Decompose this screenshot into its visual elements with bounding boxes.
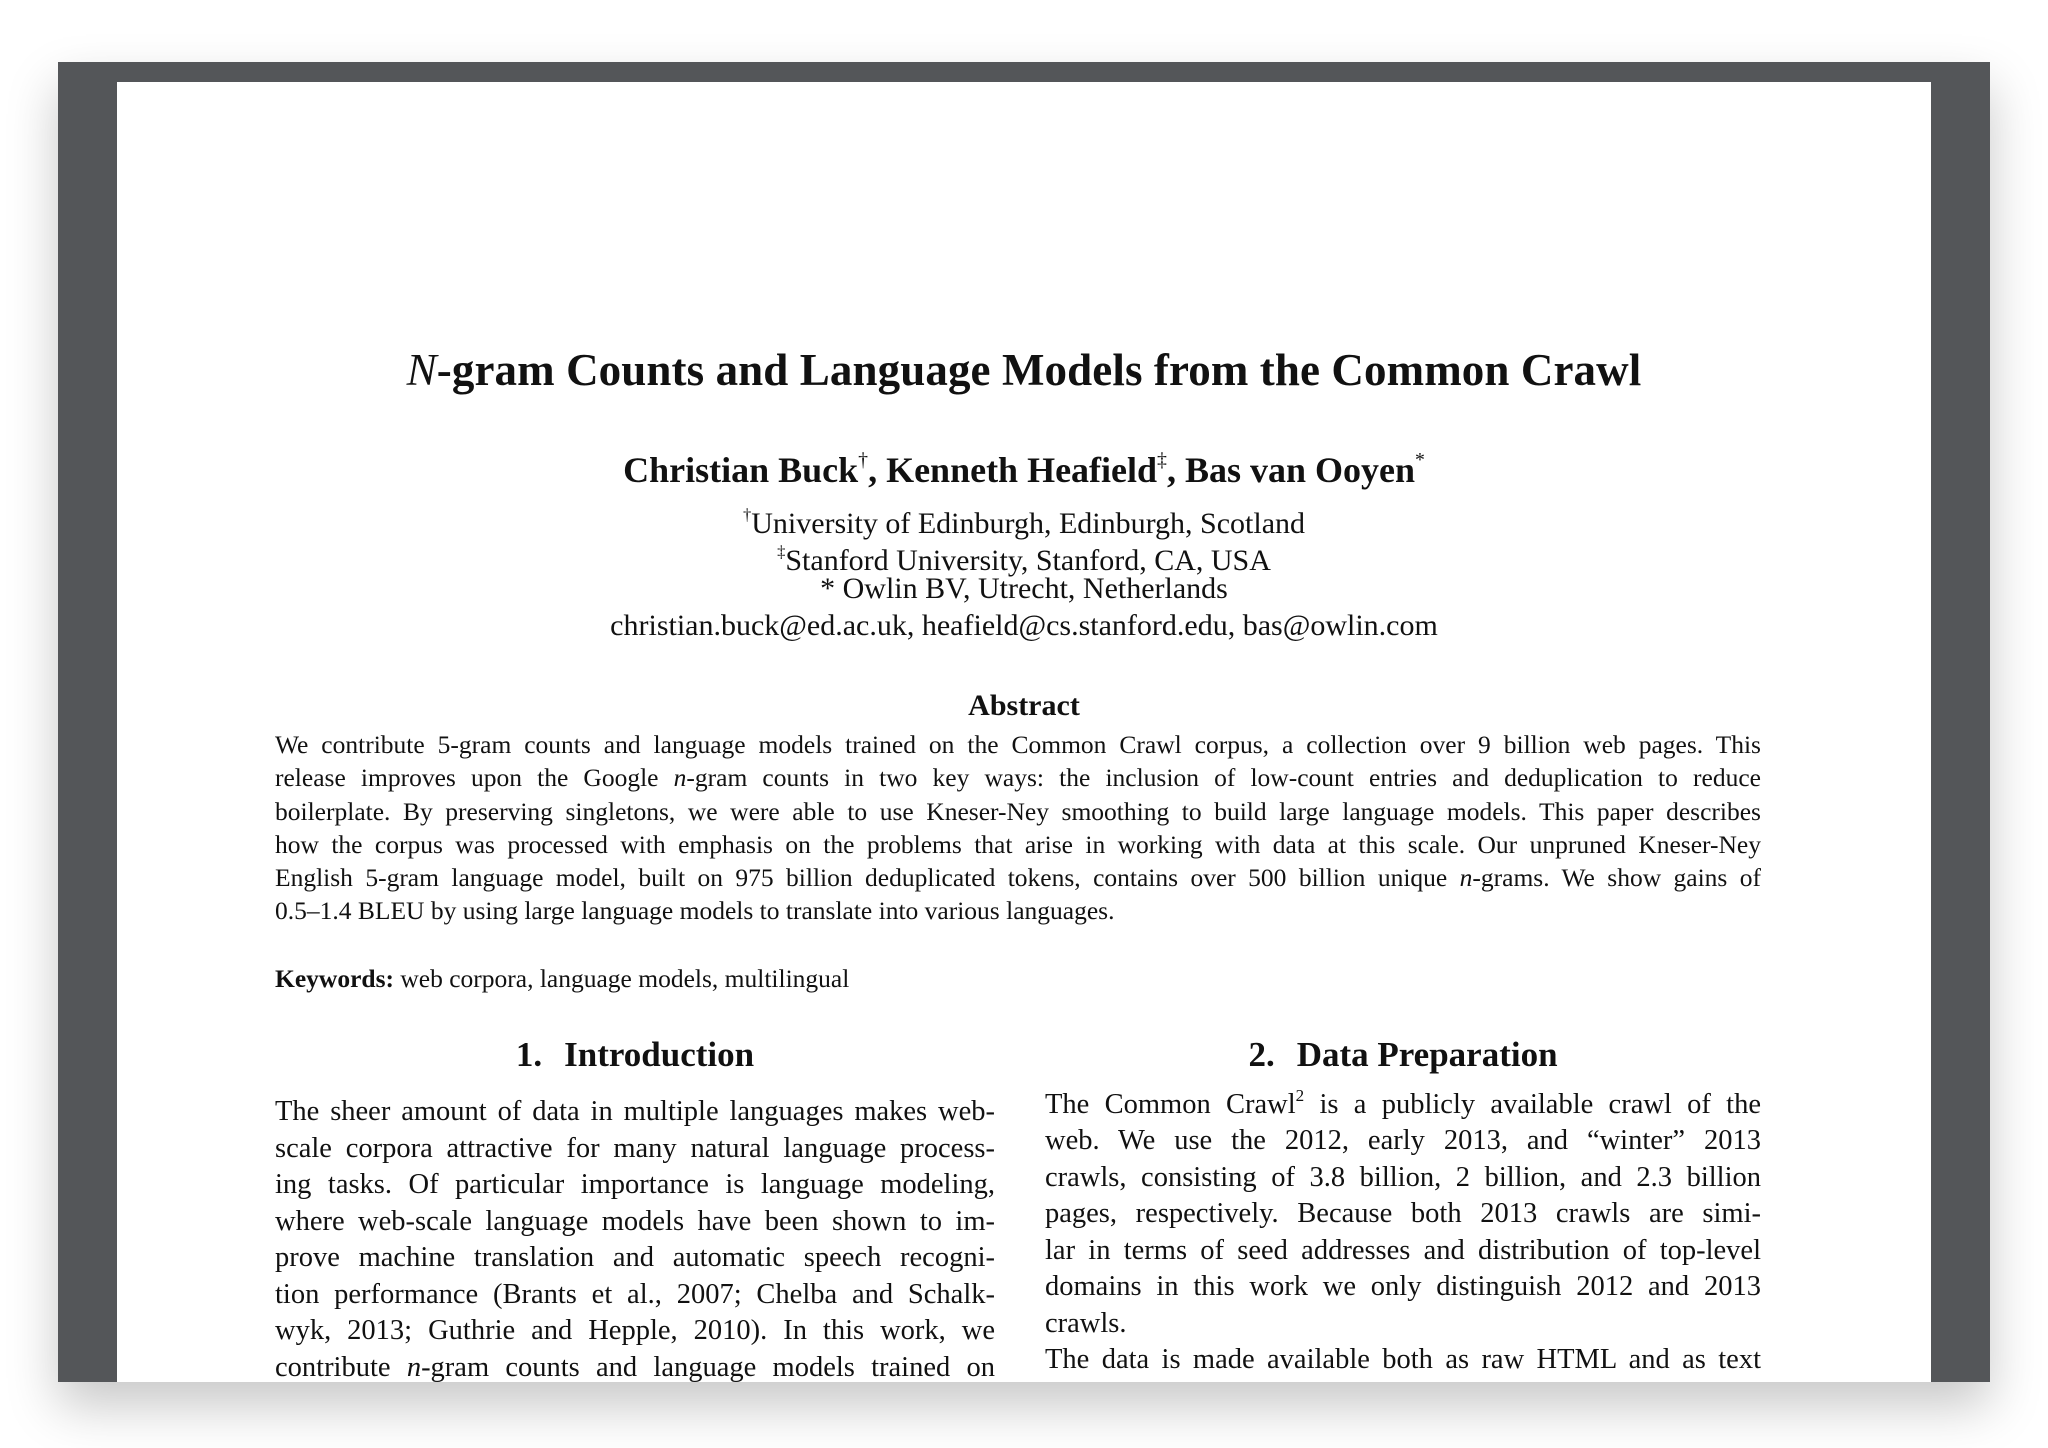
section-title: Data Preparation <box>1296 1035 1558 1074</box>
keywords-label: Keywords: <box>275 964 394 993</box>
abstract-line: 0.5–1.4 BLEU by using large language models to translate into various languages. <box>275 896 1115 926</box>
abstract-text: -gram counts in two key ways: the inclusion of low-count entries and deduplication to reduce <box>686 763 1761 793</box>
section-title: Introduction <box>564 1035 755 1074</box>
math-n: n <box>1459 863 1473 893</box>
section-number: 2. <box>1248 1035 1275 1074</box>
body-line: wyk, 2013; Guthrie and Hepple, 2010). In this work, we <box>275 1315 995 1346</box>
body-line: lar in terms of seed addresses and distribution of top-level <box>1045 1234 1761 1266</box>
affiliation-1-text: University of Edinburgh, Edinburgh, Scotland <box>751 507 1306 541</box>
pdf-page <box>117 82 1931 1382</box>
abstract-line <box>275 761 1761 794</box>
author-emails: christian.buck@ed.ac.uk, heafield@cs.stanford.edu, bas@owlin.com <box>610 609 1438 642</box>
body-line: where web-scale language models have been shown to im- <box>275 1205 995 1237</box>
abstract-text: release improves upon the Google <box>275 763 674 793</box>
affiliation-3: * Owlin BV, Utrecht, Netherlands <box>820 572 1228 605</box>
body-line: pages, respectively. Because both 2013 crawls are simi- <box>1045 1198 1761 1230</box>
body-line: prove machine translation and automatic speech recogni- <box>275 1242 995 1273</box>
body-text: is a publicly available crawl of the <box>1304 1088 1761 1120</box>
author-separator: , <box>1166 450 1185 490</box>
author-1: Christian Buck <box>623 450 859 490</box>
data-preparation-body <box>1045 1078 1761 1379</box>
body-line <box>275 1350 995 1383</box>
abstract-line <box>275 861 1761 894</box>
author-2: Kenneth Heafield <box>886 450 1158 490</box>
title-variable: N <box>406 345 437 395</box>
author-3: Bas van Ooyen <box>1184 450 1415 490</box>
body-line: The sheer amount of data in multiple languages makes web- <box>275 1096 995 1127</box>
section-heading-data-preparation <box>1045 1035 1761 1075</box>
body-text: contribute <box>275 1351 407 1382</box>
keywords <box>275 964 1761 994</box>
abstract-text: -grams. We show gains of <box>1472 863 1761 893</box>
math-n: n <box>673 763 687 793</box>
abstract-text: English 5-gram language model, built on 975 billion deduplicated tokens, contains over 500 billion unique <box>275 863 1460 893</box>
affiliation-2-mark: ‡ <box>777 542 786 561</box>
paper-title <box>117 344 1931 396</box>
introduction-body <box>275 1094 995 1382</box>
author-2-mark: ‡ <box>1157 449 1167 472</box>
body-line: tion performance (Brants et al., 2007; Chelba and Schalk- <box>275 1278 995 1310</box>
section-number: 1. <box>515 1035 543 1074</box>
abstract-body <box>275 728 1761 928</box>
body-line: ing tasks. Of particular importance is language modeling, <box>275 1169 995 1200</box>
body-line <box>1045 1078 1761 1123</box>
keywords-list: web corpora, language models, multilingual <box>393 964 850 993</box>
affiliation-2-text: Stanford University, Stanford, CA, USA <box>785 544 1271 578</box>
body-line: scale corpora attractive for many natural language process- <box>275 1132 995 1164</box>
section-heading-introduction <box>275 1035 995 1075</box>
body-line: crawls, consisting of 3.8 billion, 2 billion, and 2.3 billion <box>1045 1161 1761 1193</box>
author-separator: , <box>868 450 887 490</box>
footnote-marker[interactable]: 2 <box>1295 1086 1305 1105</box>
author-3-mark: * <box>1414 449 1425 472</box>
math-n: n <box>406 1351 422 1382</box>
body-text: The Common Crawl <box>1045 1088 1296 1120</box>
abstract-line: boilerplate. By preserving singletons, we were able to use Kneser-Ney smoothing to build large language models. This paper describes <box>275 796 1761 826</box>
body-line: crawls. <box>1045 1307 1127 1339</box>
author-1-mark: † <box>858 449 869 472</box>
affiliation-1-mark: † <box>742 505 752 524</box>
body-text: -gram counts and language models trained on <box>421 1351 996 1382</box>
body-line: web. We use the 2012, early 2013, and “winter” 2013 <box>1045 1125 1761 1157</box>
author-list <box>117 449 1931 491</box>
title-text: -gram Counts and Language Models from the Common Crawl <box>436 345 1642 395</box>
abstract-line: how the corpus was processed with emphasis on the problems that arise in working with data at this scale. Our unpruned Kneser-Ney <box>275 829 1761 859</box>
abstract-heading: Abstract <box>968 689 1080 722</box>
body-line: The data is made available both as raw HTML and as text <box>1045 1344 1761 1376</box>
abstract-line: We contribute 5-gram counts and language models trained on the Common Crawl corpus, a collection over 9 billion web pages. This <box>275 730 1761 759</box>
pdf-viewer <box>58 62 1990 1382</box>
body-line: domains in this work we only distinguish 2012 and 2013 <box>1045 1271 1761 1303</box>
